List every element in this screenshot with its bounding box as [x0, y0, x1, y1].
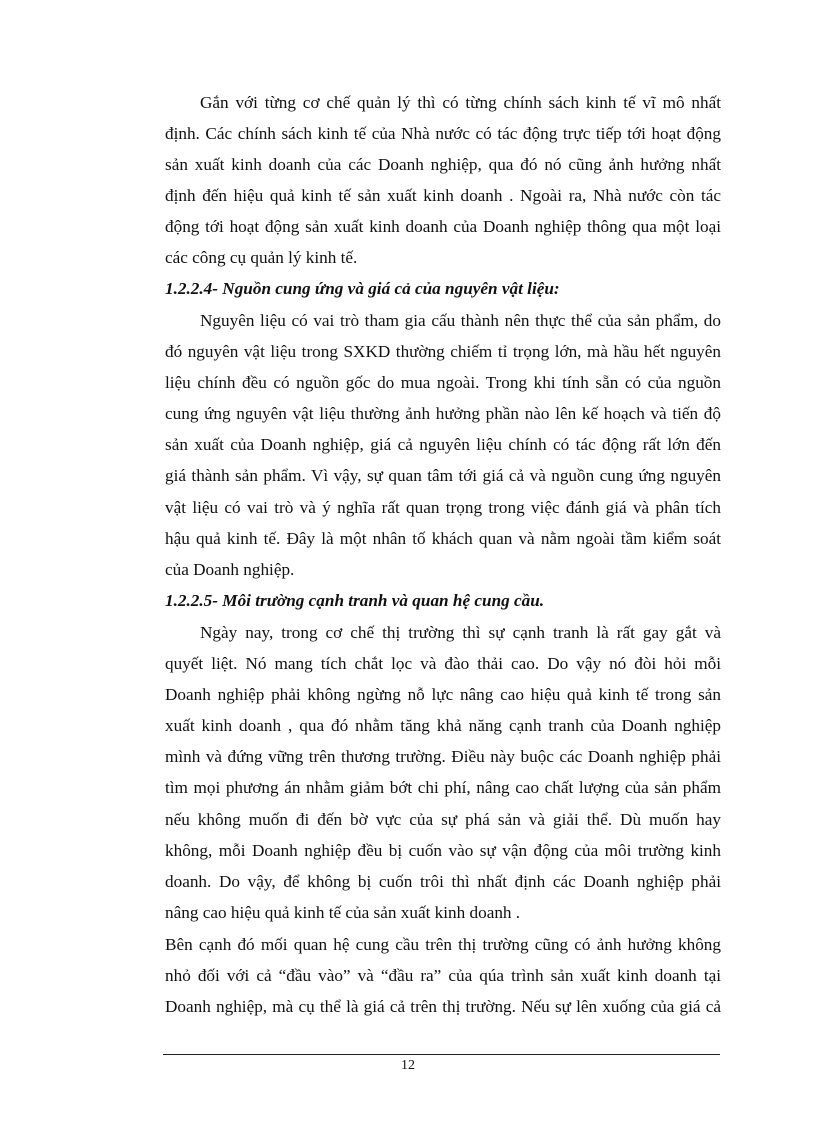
footer-divider — [163, 1054, 720, 1055]
text-line: các công cụ quản lý kinh tế. — [165, 248, 358, 267]
section-heading: 1.2.2.5- Môi trường cạnh tranh và quan hệ cung cầu. — [165, 591, 545, 610]
text-line: của Doanh nghiệp. — [165, 560, 295, 579]
text-line: sản xuất kinh doanh của các Doanh nghiệp, qua đó nó cũng ảnh hưởng nhất — [165, 155, 721, 174]
text-line: nhỏ đối với cả “đầu vào” và “đầu ra” của qúa trình sản xuất kinh doanh tại — [165, 966, 721, 985]
text-line: doanh. Do vậy, để không bị cuốn trôi thì nhất định các Doanh nghiệp phải — [165, 872, 721, 891]
text-line: Bên cạnh đó mối quan hệ cung cầu trên thị trường cũng có ảnh hưởng không — [165, 935, 721, 954]
text-line: liệu chính đều có nguồn gốc do mua ngoài. Trong khi tính sẵn có của nguồn — [165, 373, 721, 392]
text-line: hậu quả kinh tế. Đây là một nhân tố khách quan và nằm ngoài tầm kiểm soát — [165, 529, 721, 548]
text-line: quyết liệt. Nó mang tích chắt lọc và đào thải cao. Do vậy nó đòi hỏi mỗi — [165, 654, 721, 673]
text-line: động tới hoạt động sản xuất kinh doanh của Doanh nghiệp thông qua một loại — [165, 217, 721, 236]
text-line: xuất kinh doanh , qua đó nhằm tăng khả năng cạnh tranh của Doanh nghiệp — [165, 716, 721, 735]
text-line: không, mỗi Doanh nghiệp đều bị cuốn vào sự vận động của môi trường kinh — [165, 841, 721, 860]
section-heading: 1.2.2.4- Nguồn cung ứng và giá cả của nguyên vật liệu: — [165, 279, 560, 298]
text-line: nâng cao hiệu quả kinh tế của sản xuất kinh doanh . — [165, 903, 521, 922]
text-line: Ngày nay, trong cơ chế thị trường thì sự cạnh tranh là rất gay gắt và — [200, 623, 721, 642]
text-line: định. Các chính sách kinh tế của Nhà nước có tác động trực tiếp tới hoạt động — [165, 124, 721, 143]
text-line: mình và đứng vững trên thương trường. Điều này buộc các Doanh nghiệp phải — [165, 747, 721, 766]
text-line: Doanh nghiệp, mà cụ thể là giá cả trên thị trường. Nếu sự lên xuống của giá cả — [165, 997, 721, 1016]
text-line: tìm mọi phương án nhằm giảm bớt chi phí, nâng cao chất lượng của sản phẩm — [165, 778, 721, 797]
text-line: sản xuất của Doanh nghiệp, giá cả nguyên liệu chính có tác động rất lớn đến — [165, 435, 721, 454]
page-number: 12 — [401, 1058, 415, 1073]
text-line: Gắn với từng cơ chế quản lý thì có từng chính sách kinh tế vĩ mô nhất — [200, 93, 721, 112]
text-line: giá thành sản phẩm. Vì vậy, sự quan tâm tới giá cả và nguồn cung ứng nguyên — [165, 466, 721, 485]
text-line: đó nguyên vật liệu trong SXKD thường chiếm tỉ trọng lớn, mà hầu hết nguyên — [165, 342, 721, 361]
text-line: định đến hiệu quả kinh tế sản xuất kinh doanh . Ngoài ra, Nhà nước còn tác — [165, 186, 721, 205]
text-line: Doanh nghiệp phải không ngừng nỗ lực nâng cao hiệu quả kinh tế trong sản — [165, 685, 721, 704]
text-line: cung ứng nguyên vật liệu thường ảnh hưởng phần nào lên kế hoạch và tiến độ — [165, 404, 721, 423]
text-line: Nguyên liệu có vai trò tham gia cấu thành nên thực thể của sản phẩm, do — [200, 311, 721, 330]
text-line: nếu không muốn đi đến bờ vực của sự phá sản và giải thể. Dù muốn hay — [165, 810, 721, 829]
text-line: vật liệu có vai trò và ý nghĩa rất quan trọng trong việc đánh giá và phân tích — [165, 498, 721, 517]
